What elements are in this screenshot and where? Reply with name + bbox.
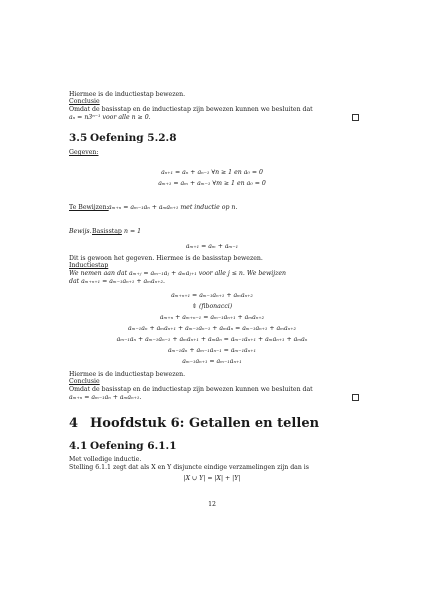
label-basisstap: Basisstap <box>92 228 122 235</box>
text-line: Omdat de basisstap en de inductiestap zijn bewezen kunnen we besluiten dat <box>69 386 313 393</box>
paragraph-heading-conclusie: Conclusie <box>69 98 100 105</box>
qed-box-icon <box>352 114 359 121</box>
paragraph-heading-inductiestap: Inductiestap <box>69 262 109 269</box>
equation: aₙ₊₁ = aₙ + aₙ₋₁ ∀n ≥ 1 en a₀ = 0 <box>161 169 263 176</box>
math-line: We nemen aan dat aₘ₊ⱼ = aₘ₋₁aⱼ + aₘaⱼ₊₁ voor alle j ≤ n. We bewijzen <box>69 270 287 277</box>
derivation-line: aₘ₋₁aₙ + aₘaₙ₊₁ + aₘ₋₁aₙ₋₁ + aₘaₙ = aₘ₋₁aₙ₊₁ + aₘaₙ₊₂ <box>128 325 296 332</box>
text-line: Hiermee is de inductiestap bewezen. <box>69 371 186 378</box>
page-number: 12 <box>208 501 216 508</box>
equation: aₘ₊₁ = aₘ + aₘ₋₁ <box>185 243 239 250</box>
derivation-line: aₘ₊ₙ + aₘ₊ₙ₋₁ = aₘ₋₁aₙ₊₁ + aₘaₙ₊₂ <box>159 314 265 321</box>
derivation-line: ⇕ (fibonacci) <box>191 303 233 310</box>
section-title: Oefening 6.1.1 <box>90 440 177 452</box>
text-line: Omdat de basisstap en de inductiestap zijn bewezen kunnen we besluiten dat <box>69 106 313 113</box>
derivation-line: aₘ₋₁aₙ + aₘ₋₁aₙ₋₁ = aₘ₋₁aₙ₊₁ <box>167 347 256 354</box>
math-inline: n = 1 <box>124 228 142 235</box>
text-line: Met volledige inductie. <box>69 456 142 463</box>
label-te-bewijzen: Te Bewijzen: <box>69 204 109 211</box>
text-line: Dit is gewoon het gegeven. Hiermee is de basisstap bewezen. <box>69 255 263 262</box>
chapter-title: Hoofdstuk 6: Getallen en tellen <box>90 416 320 431</box>
section-number: 4.1 <box>69 440 88 452</box>
derivation-line: aₘ₋₁aₙ + aₘ₋₁aₙ₋₁ + aₘaₙ₊₁ + aₘaₙ = aₘ₋₁aₙ₊₁ + aₘaₙ₊₁ + aₘaₙ <box>116 336 308 343</box>
qed-box-icon <box>352 394 359 401</box>
text-line: Stelling 6.1.1 zegt dat als X en Y disjuncte eindige verzamelingen zijn dan is <box>69 464 309 471</box>
chapter-number: 4 <box>69 416 79 431</box>
math-line: aₘ₊ₙ = aₘ₋₁aₙ + aₘaₙ₊₁. <box>69 394 142 401</box>
proof-label: Bewijs. <box>69 228 92 235</box>
math-line: dat aₘ₊ₙ₊₁ = aₘ₋₁aₙ₊₁ + aₘaₙ₊₂. <box>69 278 165 285</box>
label-gegeven: Gegeven: <box>69 149 99 156</box>
section-title: Oefening 5.2.8 <box>90 132 177 144</box>
math-line: aₘ₊ₙ = aₘ₋₁aₙ + aₘaₙ₊₁ met inductie op n. <box>108 204 238 211</box>
equation: aₘ₊₁ = aₘ + aₘ₋₁ ∀m ≥ 1 en a₀ = 0 <box>158 180 266 187</box>
section-number: 3.5 <box>69 132 88 144</box>
equation: |X ∪ Y| = |X| + |Y| <box>183 475 241 482</box>
paragraph-heading-conclusie: Conclusie <box>69 378 100 385</box>
derivation-line: aₘ₊ₙ₊₁ = aₘ₋₁aₙ₊₁ + aₘaₙ₊₂ <box>171 292 253 299</box>
derivation-line: aₘ₋₁aₙ₊₁ = aₘ₋₁aₙ₊₁ <box>182 358 242 365</box>
math-line: aₙ = n3ⁿ⁻¹ voor alle n ≥ 0. <box>69 114 151 121</box>
text-line: Hiermee is de inductiestap bewezen. <box>69 91 186 98</box>
